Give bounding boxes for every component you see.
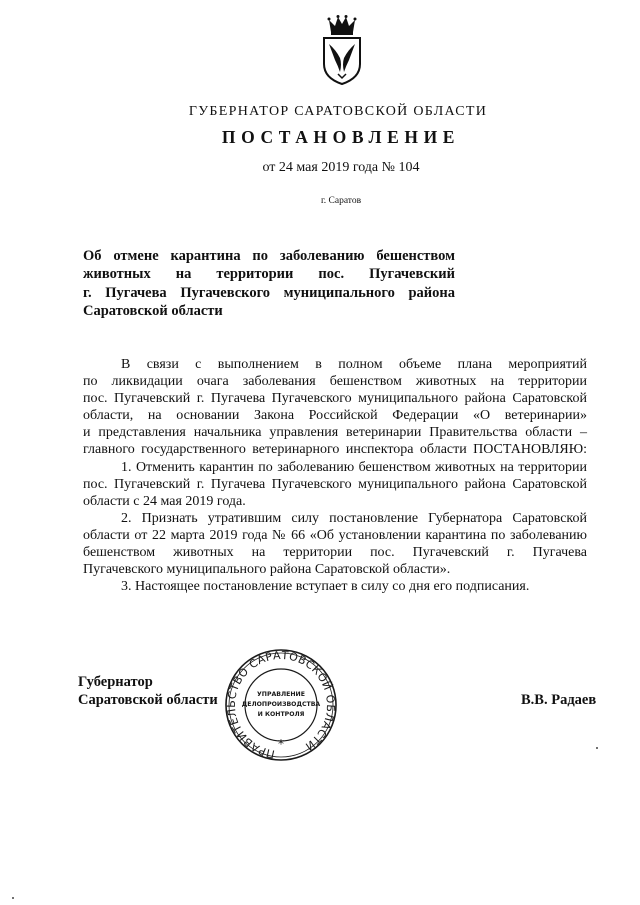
issuing-city: г. Саратов [320,196,362,206]
body-line: области с 24 мая 2019 года. [83,493,246,509]
signatory-position [78,673,218,709]
stamp-inner-line: И КОНТРОЛЯ [257,711,305,718]
body-line: Пугачевского муниципального района Саратовской области». [83,562,451,578]
title-line: Об отмене карантина по заболеванию бешенством [83,248,455,264]
issuing-authority: ГУБЕРНАТОР САРАТОВСКОЙ ОБЛАСТИ [188,104,488,119]
official-stamp [219,647,343,763]
signatory-position-line: Саратовской области [78,692,218,708]
body-line: пос. Пугачевский г. Пугачева Пугачевского муниципального района Саратовской [83,391,587,407]
body-line: В связи с выполнением в полном объеме плана мероприятий [121,357,587,372]
stamp-inner-line: УПРАВЛЕНИЕ [257,691,305,698]
body-line: 2. Признать утратившим силу постановление Губернатора Саратовской [121,510,587,526]
stamp-star: * [278,737,284,751]
body-line: 3. Настоящее постановление вступает в силу со дня его подписания. [121,579,530,595]
body-line: по ликвидации очага заболевания бешенством животных на территории [83,374,587,390]
body-line: области, на основании Закона Российской Федерации «О ветеринарии» [83,408,587,424]
body-line: 1. Отменить карантин по заболеванию бешенством животных на территории [121,459,587,475]
title-line: Саратовской области [83,303,223,320]
document-subject-title [83,247,455,321]
body-line: главного государственного ветеринарного инспектора области ПОСТАНОВЛЯЮ: [83,442,587,458]
coat-of-arms-icon [316,14,368,86]
signatory-name: В.В. Радаев [521,692,597,708]
body-line: области от 22 марта 2019 года № 66 «Об установлении карантина по заболеванию [83,527,587,543]
signatory-position-line: Губернатор [78,674,153,690]
document-date-number: от 24 мая 2019 года № 104 [262,160,420,175]
title-line: г. Пугачева Пугачевского муниципального района [83,284,455,301]
scan-speck [596,747,598,749]
stamp-inner-line: ДЕЛОПРОИЗВОДСТВА [241,701,321,708]
body-line: пос. Пугачевский г. Пугачева Пугачевского муниципального района Саратовской [83,476,587,492]
body-line: и представления начальника управления ветеринарии Правительства области – [83,425,587,441]
document-body [83,356,587,595]
document-type-heading: ПОСТАНОВЛЕНИЕ [221,127,461,147]
body-line: бешенством животных на территории пос. Пугачевский г. Пугачева [83,545,587,561]
title-line: животных на территории пос. Пугачевский [83,266,455,283]
stamp-outer-text: ПРАВИТЕЛЬСТВО САРАТОВСКОЙ ОБЛАСТИ [224,648,338,761]
scan-speck [12,897,14,899]
